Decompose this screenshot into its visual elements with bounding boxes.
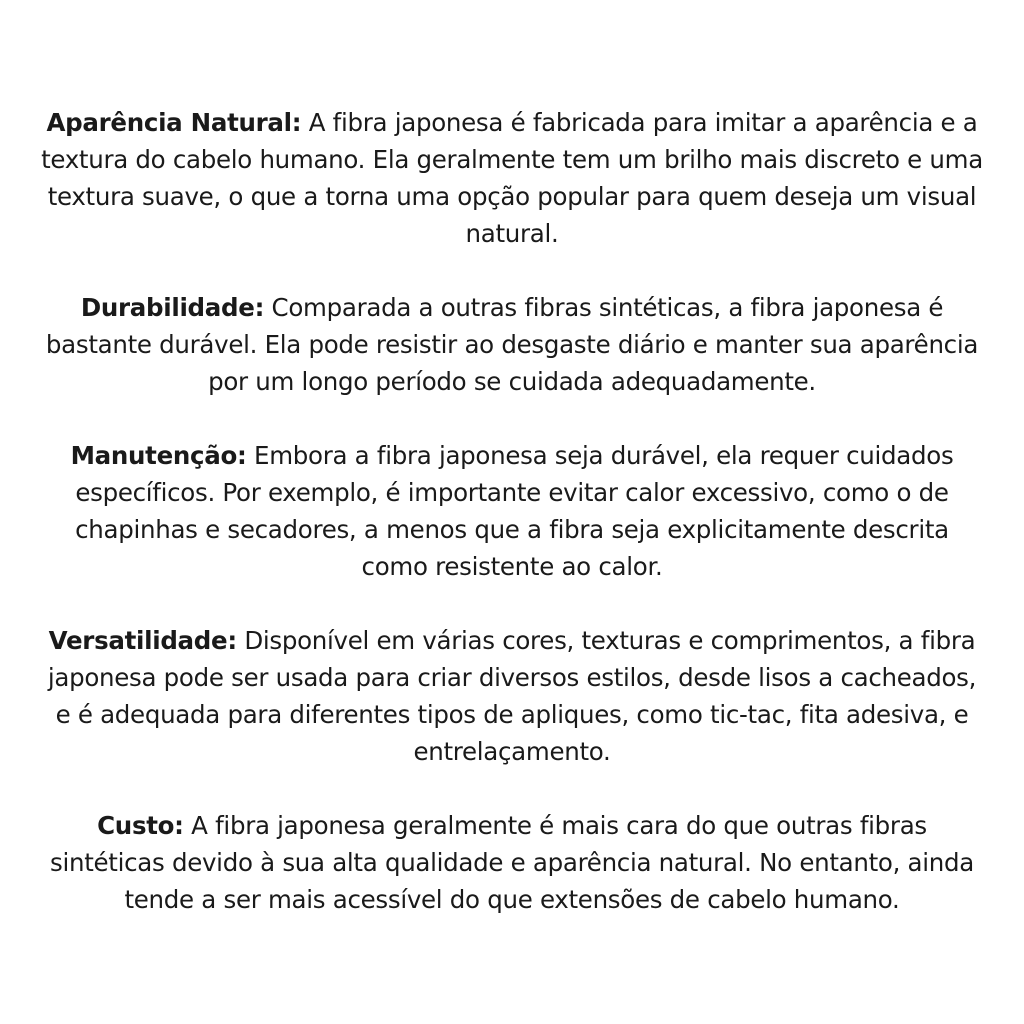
- term-custo: Custo:: [97, 811, 184, 840]
- text-manutencao: Embora a fibra japonesa seja durável, ela requer cuidados específicos. Por exemplo, é importante evitar calor excessivo, como o de chapinhas e secadores, a menos que a fibra seja explicitamente descrita como resistente ao calor.: [75, 441, 954, 581]
- paragraph-manutencao: [40, 437, 984, 585]
- term-manutencao: Manutenção:: [70, 441, 247, 470]
- paragraph-durabilidade: [40, 289, 984, 400]
- paragraph-versatilidade: [40, 622, 984, 770]
- paragraph-custo: [40, 807, 984, 918]
- term-aparencia-natural: Aparência Natural:: [46, 108, 302, 137]
- term-durabilidade: Durabilidade:: [80, 293, 265, 322]
- text-durabilidade: Comparada a outras fibras sintéticas, a fibra japonesa é bastante durável. Ela pode resistir ao desgaste diário e manter sua aparência por um longo período se cuidada adequadamente.: [45, 293, 979, 396]
- text-versatilidade: Disponível em várias cores, texturas e comprimentos, a fibra japonesa pode ser usada para criar diversos estilos, desde lisos a cacheados, e é adequada para diferentes tipos de apliques, como tic-tac, fita adesiva, e entrelaçamento.: [47, 626, 977, 766]
- paragraph-aparencia-natural: [40, 104, 984, 252]
- text-custo: A fibra japonesa geralmente é mais cara do que outras fibras sintéticas devido à sua alta qualidade e aparência natural. No entanto, ainda tende a ser mais acessível do que extensões de cabelo humano.: [50, 811, 974, 914]
- text-aparencia-natural: A fibra japonesa é fabricada para imitar a aparência e a textura do cabelo humano. Ela geralmente tem um brilho mais discreto e uma textura suave, o que a torna uma opção popular para quem deseja um visual natural.: [41, 108, 983, 248]
- term-versatilidade: Versatilidade:: [48, 626, 237, 655]
